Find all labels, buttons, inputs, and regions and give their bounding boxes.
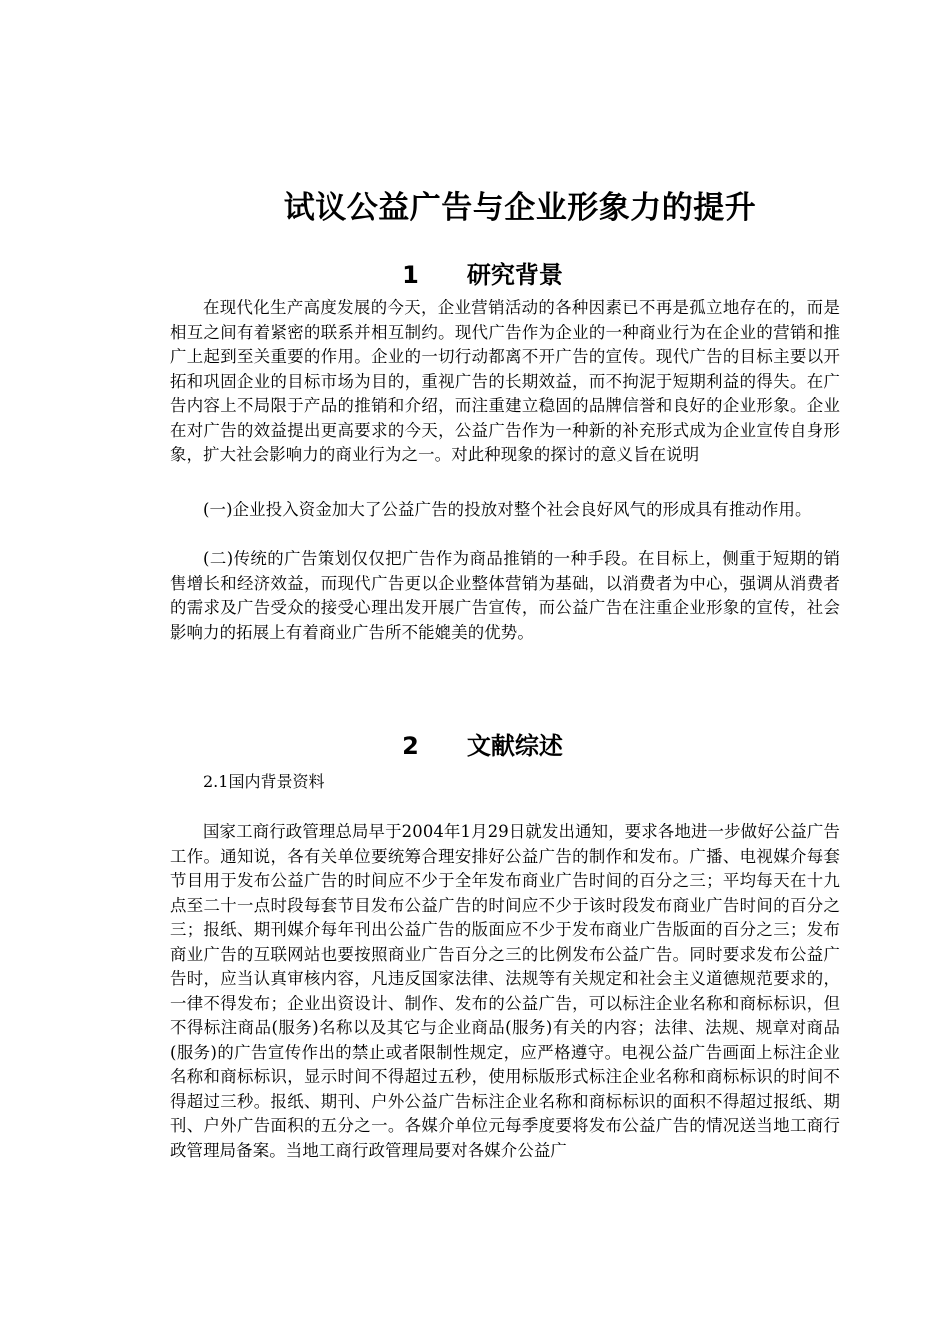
section-title: 文献综述 <box>466 732 563 760</box>
section-number: 1 <box>402 261 419 289</box>
paragraph: 在现代化生产高度发展的今天，企业营销活动的各种因素已不再是孤立地存在的，而是相互之间有着紧密的联系并相互制约。现代广告作为企业的一种商业行为在企业的营销和推广上起到至关重要的作用。企业的一切行动都离不开广告的宣传。现代广告的目标主要以开拓和巩固企业的目标市场为目的，重视广告的长期效益，而不拘泥于短期利益的得失。在广告内容上不局限于产品的推销和介绍，而注重建立稳固的品牌信誉和良好的企业形象。企业在对广告的效益提出更高要求的今天，公益广告作为一种新的补充形式成为企业宣传自身形象，扩大社会影响力的商业行为之一。对此种现象的探讨的意义旨在说明 <box>170 298 840 464</box>
paragraph: (一)企业投入资金加大了公益广告的投放对整个社会良好风气的形成具有推动作用。 <box>203 500 812 519</box>
paragraph: 国家工商行政管理总局早于2004年1月29日就发出通知，要求各地进一步做好公益广告工作。通知说，各有关单位要统筹合理安排好公益广告的制作和发布。广播、电视媒介每套节目用于发布公益广告的时间应不少于全年发布商业广告时间的百分之三；平均每天在十九点至二十一点时段每套节目发布公益广告的时间应不少于该时段发布商业广告时间的百分之三；报纸、期刊媒介每年刊出公益广告的版面应不少于发布商业广告版面的百分之三；发布商业广告的互联网站也要按照商业广告百分之三的比例发布公益广告。同时要求发布公益广告时，应当认真审核内容，凡违反国家法律、法规等有关规定和社会主义道德规范要求的，一律不得发布；企业出资设计、制作、发布的公益广告，可以标注企业名称和商标标识，但不得标注商品(服务)名称以及其它与企业商品(服务)有关的内容；法律、法规、规章对商品(服务)的广告宣传作出的禁止或者限制性规定，应严格遵守。电视公益广告画面上标注企业名称和商标标识，显示时间不得超过五秒，使用标版形式标注企业名称和商标标识的时间不得超过三秒。报纸、期刊、户外公益广告标注企业名称和商标标识的面积不得超过报纸、期刊、户外广告面积的五分之一。各媒介单位元每季度要将发布公益广告的情况送当地工商行政管理局备案。当地工商行政管理局要对各媒介公益广 <box>170 822 840 1160</box>
section-number: 2 <box>402 732 419 760</box>
subsection-heading: 2.1国内背景资料 <box>203 772 325 791</box>
section-title: 研究背景 <box>466 261 563 289</box>
section-heading-2 <box>170 729 795 763</box>
paragraph: (二)传统的广告策划仅仅把广告作为商品推销的一种手段。在目标上，侧重于短期的销售增长和经济效益，而现代广告更以企业整体营销为基础，以消费者为中心，强调从消费者的需求及广告受众的接受心理出发开展广告宣传，而公益广告在注重企业形象的宣传，社会影响力的拓展上有着商业广告所不能媲美的优势。 <box>170 549 840 642</box>
document-title: 试议公益广告与企业形象力的提升 <box>283 190 757 226</box>
section-heading-1 <box>170 258 795 292</box>
